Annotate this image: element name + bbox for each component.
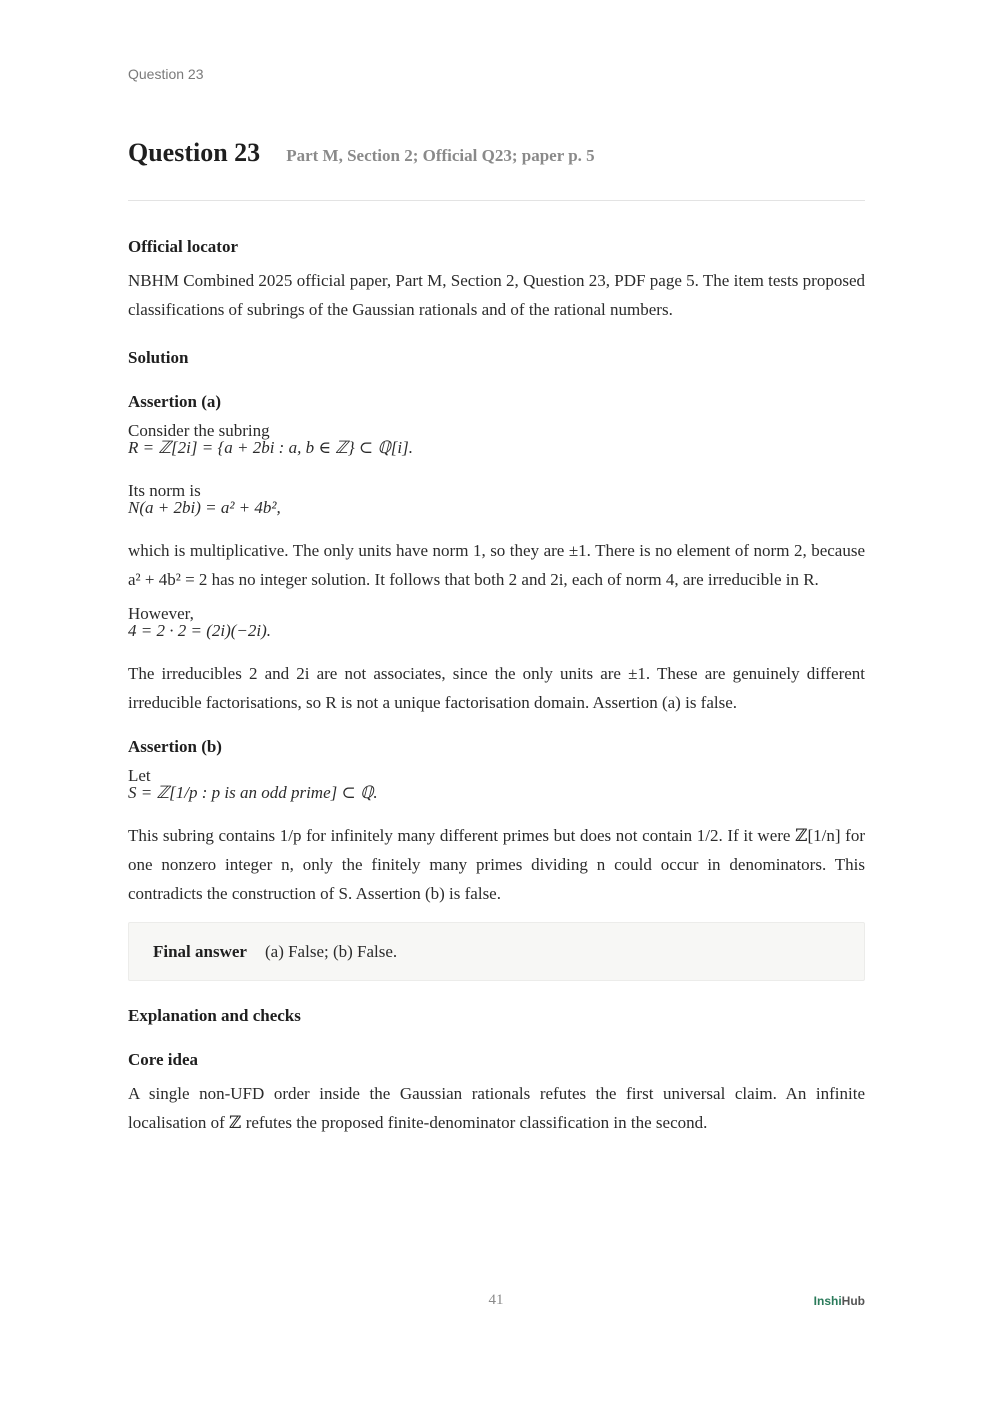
- title-divider: [128, 200, 865, 201]
- core-idea-text: A single non-UFD order inside the Gaussian rationals refutes the first universal claim. An infinite localisation of ℤ refutes the proposed finite-denominator classification in the second.: [128, 1084, 865, 1132]
- assertion-a-intro: Consider the subring: [128, 421, 270, 440]
- brand-logo-part2: Hub: [841, 1294, 865, 1308]
- assertion-a-paragraph-2: The irreducibles 2 and 2i are not associates, since the only units are ±1. These are genuinely different irreducible factorisations, so R is not a unique factorisation domain. Assertion (a) is false.: [128, 664, 865, 712]
- final-answer-value: (a) False; (b) False.: [264, 942, 398, 961]
- assertion-b-paragraph-1: This subring contains 1/p for infinitely many different primes but does not contain 1/2. If it were ℤ[1/n] for one nonzero integer n, only the finitely many primes dividing n could occur in denominators. This contradicts the construction of S. Assertion (b) is false.: [128, 826, 865, 903]
- running-head: Question 23: [128, 66, 204, 82]
- assertion-a-paragraph-1: which is multiplicative. The only units have norm 1, so they are ±1. There is no element of norm 2, because a² + 4b² = 2 has no integer solution. It follows that both 2 and 2i, each of norm 4, are irreducible in R.: [128, 541, 865, 589]
- assertion-a-equation-1: R = ℤ[2i] = {a + 2bi : a, b ∈ ℤ} ⊂ ℚ[i].: [128, 438, 413, 457]
- brand-logo: [814, 1294, 865, 1308]
- main-content: [128, 232, 865, 1137]
- official-locator-text: NBHM Combined 2025 official paper, Part M, Section 2, Question 23, PDF page 5. The item tests proposed classifications of subrings of the Gaussian rationals and of the rational numbers.: [128, 271, 865, 319]
- brand-logo-part1: Inshi: [813, 1294, 842, 1308]
- assertion-a-equation-3: 4 = 2 · 2 = (2i)(−2i).: [128, 621, 272, 640]
- core-idea-heading: Core idea: [128, 1050, 199, 1069]
- page-subtitle: Part M, Section 2; Official Q23; paper p. 5: [286, 146, 595, 165]
- assertion-a-heading: Assertion (a): [128, 392, 222, 411]
- official-locator-heading: Official locator: [128, 237, 238, 256]
- page-number: 41: [488, 1292, 504, 1308]
- assertion-b-equation-1: S = ℤ[1/p : p is an odd prime] ⊂ ℚ.: [128, 783, 378, 802]
- page-title: Question 23: [128, 138, 261, 167]
- assertion-a-equation-2: N(a + 2bi) = a² + 4b²,: [128, 498, 281, 517]
- page-title-row: [128, 138, 865, 168]
- assertion-b-heading: Assertion (b): [128, 737, 222, 756]
- explanation-heading: Explanation and checks: [128, 1006, 301, 1025]
- final-answer-label: Final answer: [153, 942, 247, 961]
- assertion-a-however: However,: [128, 604, 194, 623]
- assertion-b-intro: Let: [128, 766, 151, 785]
- solution-heading: Solution: [128, 348, 189, 367]
- final-answer-box: [128, 922, 865, 981]
- assertion-a-norm-intro: Its norm is: [128, 481, 201, 500]
